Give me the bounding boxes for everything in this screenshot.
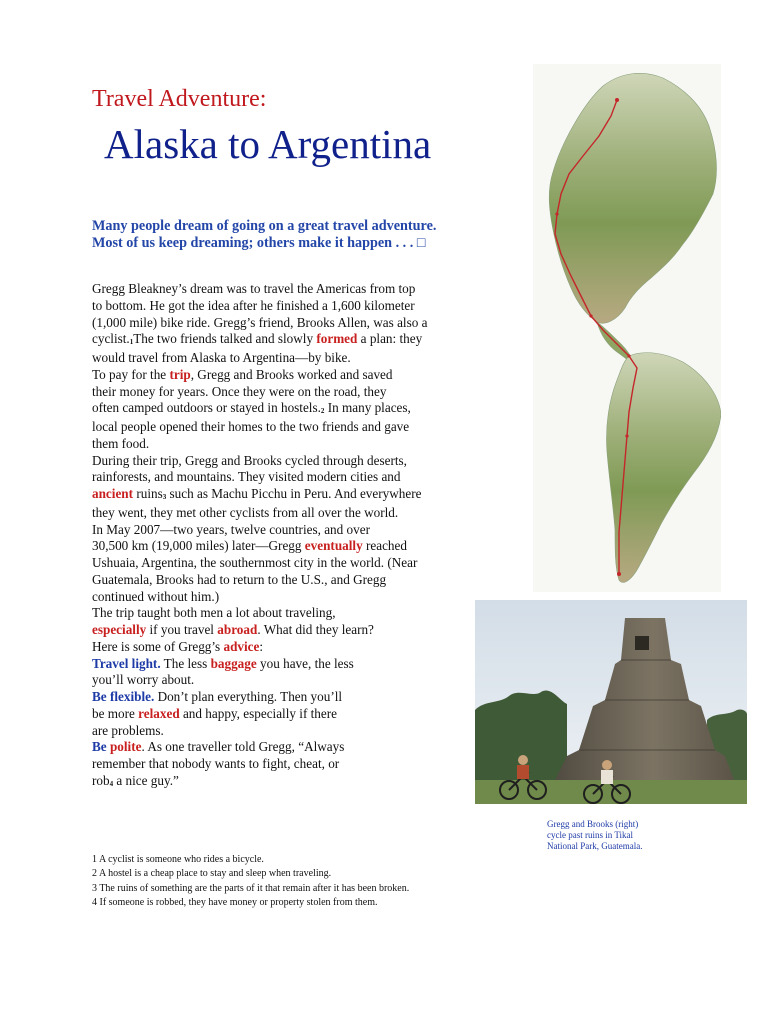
text-run: reached — [362, 538, 407, 554]
cyclist-head — [518, 755, 528, 765]
text-run: , Gregg and Brooks worked and saved — [190, 366, 393, 382]
text-run: continued without him.) — [92, 588, 220, 604]
article-line — [92, 331, 492, 350]
text-run: a nice guy.” — [113, 772, 179, 788]
article-line — [92, 538, 492, 555]
section-kicker: Travel Adventure: — [92, 86, 267, 112]
text-run: rainforests, and mountains. They visited modern cities and — [92, 469, 401, 485]
vocab-word: baggage — [210, 655, 257, 671]
article-line — [92, 436, 492, 453]
text-run: would travel from Alaska to Argentina—by bike. — [92, 350, 351, 365]
vocab-word: polite — [109, 739, 142, 755]
footnote-ref: 4 — [109, 779, 114, 788]
footnotes — [92, 853, 409, 910]
article-line — [92, 723, 492, 740]
footnote-ref: 2 — [320, 407, 325, 416]
caption-line: cycle past ruins in Tikal — [547, 830, 633, 840]
text-run: be more — [92, 705, 139, 721]
text-run: In May 2007—two years, twelve countries, and over — [92, 521, 370, 537]
text-run: their money for years. Once they were on the road, they — [92, 383, 387, 399]
article-line — [92, 656, 492, 673]
vocab-word: advice — [223, 638, 260, 654]
article-line — [92, 367, 492, 384]
vocab-word: ancient — [92, 486, 134, 501]
tikal-temple-photo — [475, 600, 747, 804]
route-point — [589, 314, 592, 317]
intro-paragraph — [92, 218, 512, 252]
article-line — [92, 350, 492, 367]
photo-caption — [547, 819, 697, 852]
text-run: : — [259, 638, 264, 654]
article-line — [92, 739, 492, 756]
article-line — [92, 689, 492, 706]
route-point — [615, 98, 619, 102]
text-run: rob — [92, 772, 110, 788]
article-body — [92, 281, 492, 792]
footnote: 2 A hostel is a cheap place to stay and sleep when traveling. — [92, 868, 332, 880]
text-run: you’ll worry about. — [92, 672, 195, 688]
temple-doorway — [635, 636, 649, 650]
article-line — [92, 605, 492, 622]
route-point — [625, 434, 628, 437]
text-run: To pay for the — [92, 366, 170, 382]
text-run: to bottom. He got the idea after he finished a 1,600 kilometer — [92, 297, 415, 313]
text-run: During their trip, Gregg and Brooks cycled through deserts, — [92, 452, 407, 468]
article-line — [92, 315, 492, 332]
vocab-word: abroad — [217, 622, 258, 637]
article-line — [92, 384, 492, 401]
vocab-word: eventually — [304, 538, 363, 554]
text-run: often camped outdoors or stayed in hostels. — [92, 400, 321, 416]
article-line — [92, 555, 492, 572]
intro-line: Many people dream of going on a great travel adventure. — [92, 218, 437, 234]
article-line — [92, 505, 492, 522]
text-run: Gregg Bleakney’s dream was to travel the Americas from top — [92, 281, 416, 296]
article-line — [92, 522, 492, 539]
text-run: . What did they learn? — [257, 622, 374, 637]
article-line — [92, 486, 492, 505]
vocab-word: trip — [169, 366, 191, 382]
article-line — [92, 672, 492, 689]
route-point — [627, 354, 630, 357]
route-point — [555, 212, 558, 215]
vocab-word: formed — [316, 331, 358, 347]
text-run: . As one traveller told Gregg, “Always — [141, 739, 345, 755]
cyclist-head — [602, 760, 612, 770]
text-run: Ushuaia, Argentina, the southernmost city in the world. (Near — [92, 555, 418, 570]
text-run: local people opened their homes to the two friends and gave — [92, 419, 410, 434]
text-run: The trip taught both men a lot about traveling, — [92, 605, 336, 621]
footnote-ref: 3 — [162, 493, 167, 501]
article-line — [92, 281, 492, 298]
article-line — [92, 572, 492, 589]
intro-line: Most of us keep dreaming; others make it happen . . . □ — [92, 235, 426, 251]
text-run: remember that nobody wants to fight, cheat, or — [92, 756, 340, 771]
article-line — [92, 773, 492, 792]
text-run: (1,000 mile) bike ride. Gregg’s friend, Brooks Allen, was also a — [92, 314, 428, 330]
advice-tip: Be flexible. — [92, 689, 155, 704]
article-line — [92, 453, 492, 470]
text-run: they went, they met other cyclists from all over the world. — [92, 504, 399, 520]
article-line — [92, 639, 492, 656]
footnote: 3 The ruins of something are the parts of it that remain after it has been broken. — [92, 882, 410, 894]
text-run: Here is some of Gregg’s — [92, 638, 224, 654]
cyclist-body — [601, 770, 613, 784]
text-run: them food. — [92, 435, 150, 451]
article-line — [92, 706, 492, 723]
caption-line: Gregg and Brooks (right) — [547, 819, 639, 829]
footnote: 1 A cyclist is someone who rides a bicycle. — [92, 854, 264, 865]
cyclist-body — [517, 765, 529, 779]
text-run: ruins — [133, 486, 163, 501]
text-run: are problems. — [92, 722, 164, 738]
text-run: if you travel — [146, 622, 218, 637]
text-run: you have, the less — [256, 655, 354, 671]
americas-route-map — [533, 64, 721, 592]
text-run: Don’t plan everything. Then you’ll — [154, 689, 343, 704]
footnote: 4 If someone is robbed, they have money or property stolen from them. — [92, 896, 378, 908]
article-line — [92, 419, 492, 436]
article-line — [92, 400, 492, 419]
vocab-word: especially — [92, 622, 147, 637]
advice-tip: Be — [92, 739, 110, 755]
caption-line: National Park, Guatemala. — [547, 841, 643, 851]
text-run: Guatemala, Brooks had to return to the U.S., and Gregg — [92, 571, 387, 587]
article-line — [92, 589, 492, 606]
text-run: such as Machu Picchu in Peru. And everywhere — [166, 486, 422, 501]
advice-tip: Travel light. — [92, 655, 161, 671]
text-run: The less — [160, 655, 211, 671]
text-run: cyclist. — [92, 331, 130, 347]
route-point — [617, 572, 621, 576]
article-line — [92, 469, 492, 486]
article-line — [92, 298, 492, 315]
text-run: The two friends talked and slowly — [133, 331, 317, 347]
text-run: 30,500 km (19,000 miles) later—Gregg — [92, 538, 305, 554]
text-run: and happy, especially if there — [179, 705, 337, 721]
article-line — [92, 756, 492, 773]
footnote-ref: 1 — [129, 338, 134, 347]
page-title: Alaska to Argentina — [104, 121, 432, 167]
article-line — [92, 622, 492, 639]
text-run: In many places, — [324, 400, 411, 416]
vocab-word: relaxed — [138, 705, 180, 721]
text-run: a plan: they — [357, 331, 423, 347]
